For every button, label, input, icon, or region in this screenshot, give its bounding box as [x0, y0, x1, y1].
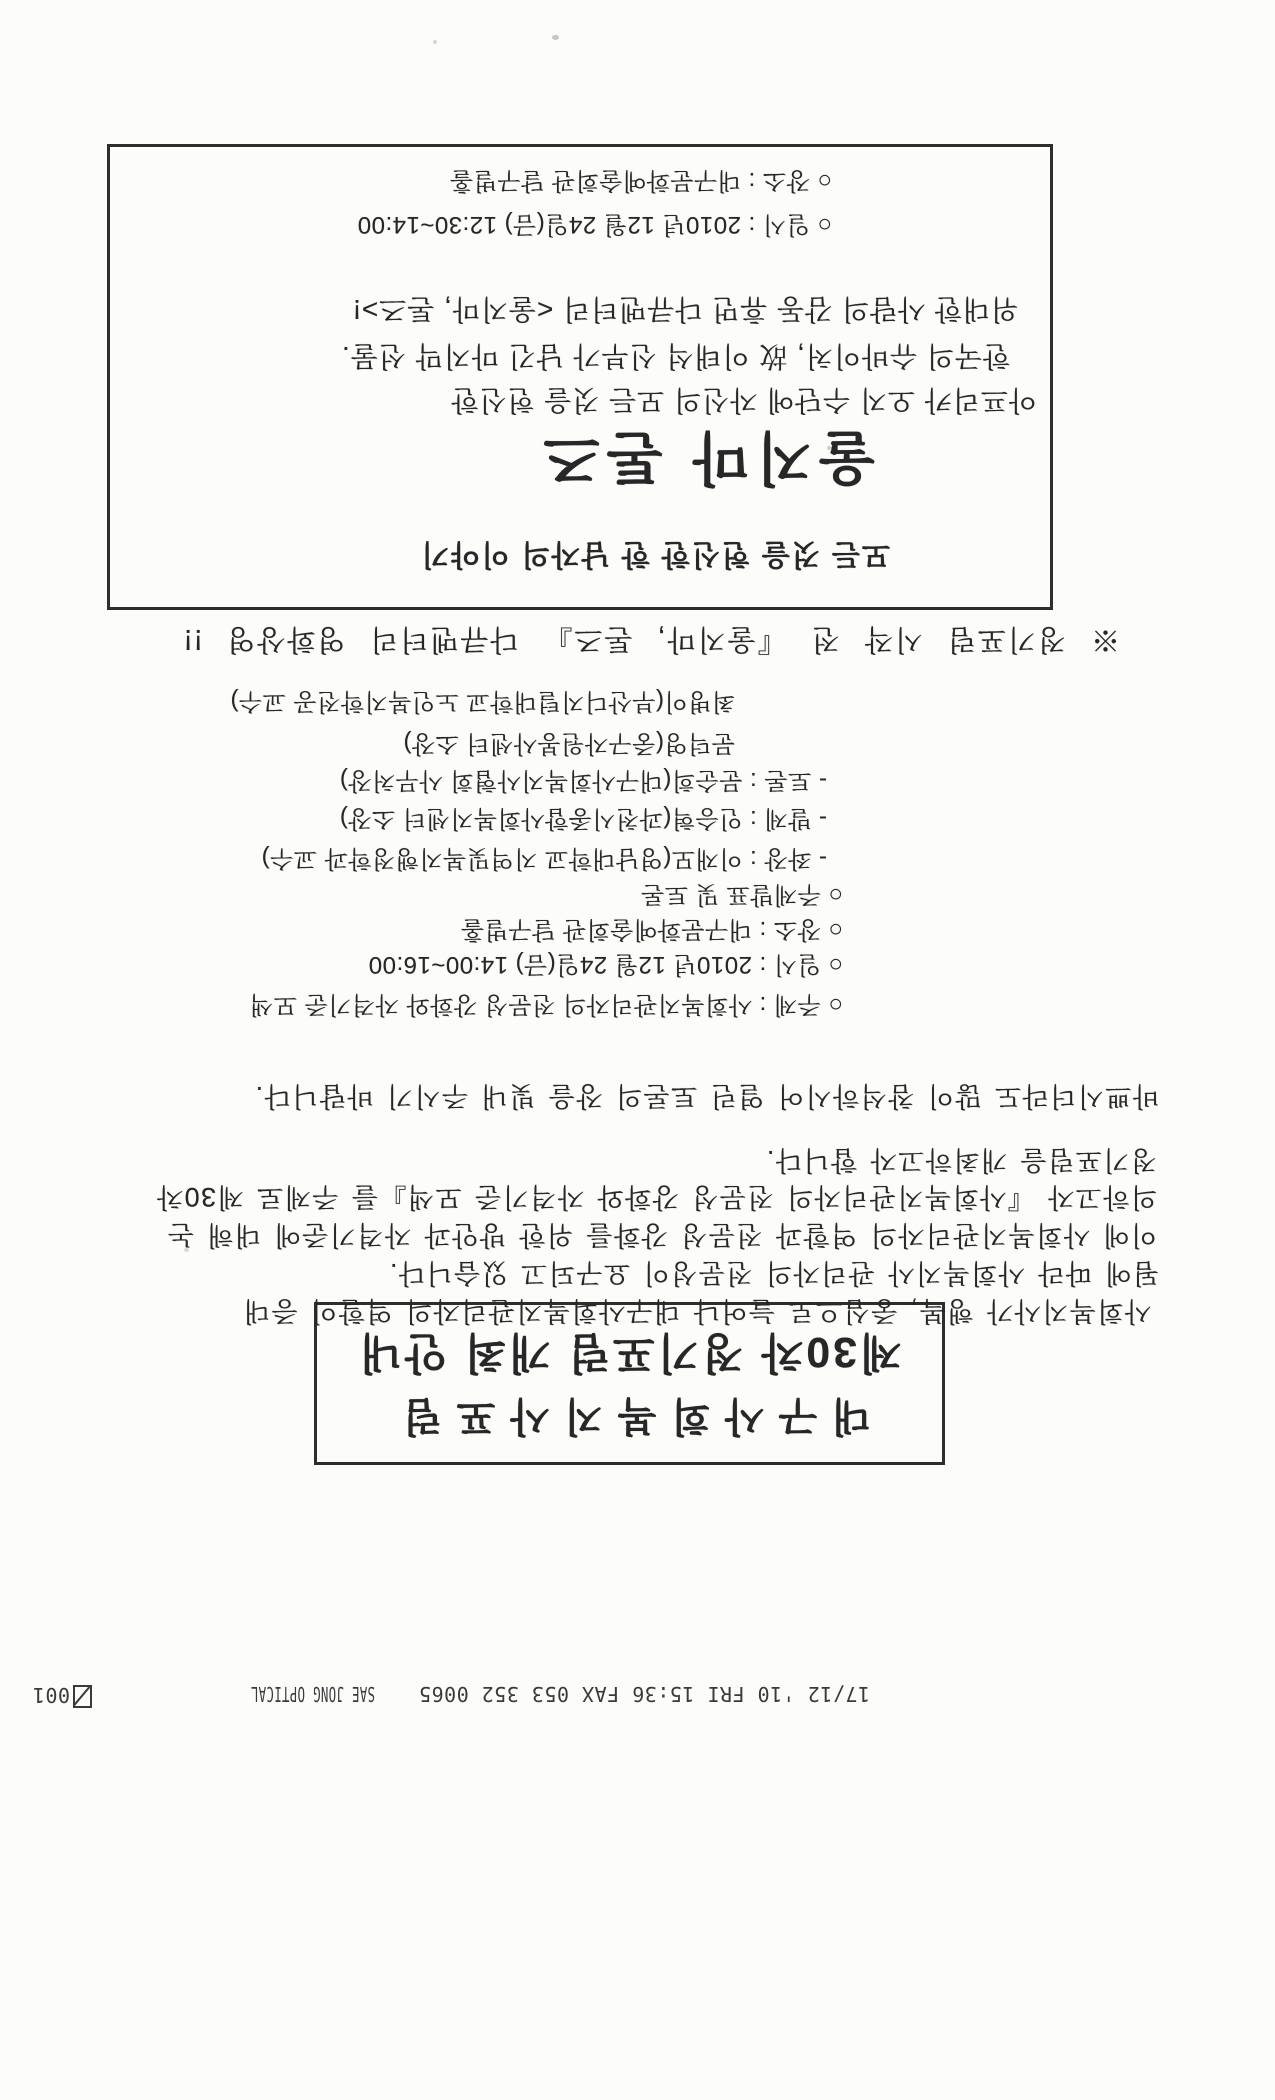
body-line: 정기포럼을 개최하고자 합니다. [765, 1145, 1157, 1175]
forum-topic: ○ 주제 : 사회복지관리자의 전문성 강화와 자격기준 모색 [249, 991, 843, 1018]
forum-discussant: 최병이(부산디지털대학교 노인복지학전공 교수) [230, 688, 735, 715]
body-line: 이에 사회복지관리자의 역할과 전문성 강화를 위한 방안과 자격기준에 대해 논 [166, 1220, 1157, 1250]
body-line: 바쁘시더라도 많이 참석하시어 열린 토론의 장을 빛내 주시기 바랍니다. [254, 1081, 1159, 1111]
forum-venue: ○ 장소 : 대구문화예술회관 달구벌홀 [460, 916, 843, 943]
movie-tagline: 아프리카 오지 수단에 자신의 모든 것을 헌신한 [450, 385, 1036, 416]
forum-presenter: - 발제 : 인승혁(과천시종합사회복지센터 소장) [339, 805, 827, 832]
fax-sender: SAE JONG OPTICAL [250, 1682, 375, 1706]
scan-speck [552, 35, 559, 40]
fax-timestamp: 17/12 '10 FRI 15:36 FAX 053 352 0065 [418, 1682, 870, 1706]
scan-speck [433, 40, 437, 44]
announcement-title: 제30차 정기포럼 개최 안내 [357, 1328, 902, 1376]
forum-name: 대구사회복지사포럼 [388, 1394, 871, 1438]
forum-session: ○ 주제발표 및 토론 [640, 881, 843, 908]
body-line: 사회복지사가 행복, 중심으로 늘어나 대구사회복지관리자의 역할이 증대 [242, 1296, 1151, 1326]
fax-page-icon [73, 1685, 92, 1708]
scan-speck [184, 1248, 189, 1252]
movie-tagline: 한국의 슈바이처, 故 이태석 신부가 남긴 마지막 선물. [341, 341, 1010, 372]
body-line: 됨에 따라 사회복지사 관리자의 전문성이 요구되고 있습니다. [388, 1258, 1159, 1288]
forum-chair: - 좌장 : 이재모(영남대학교 지역및복지행정학과 교수) [261, 845, 827, 872]
movie-datetime: ○ 일시 : 2010년 12월 24일(금) 12:30~14:00 [357, 211, 832, 238]
movie-tagline: 위대한 사람의 감동 휴먼 다큐멘터리 <울지마, 톤즈>! [352, 294, 1018, 325]
forum-discussant: - 토론 : 문순희(대구사회복지사협회 사무처장) [339, 767, 827, 794]
forum-discussant: 문덕영(중구자원봉사센터 소장) [402, 730, 735, 757]
fax-page-number: 001 [32, 1683, 70, 1707]
movie-venue: ○ 장소 : 대구문화예술회관 달구벌홀 [449, 167, 832, 194]
body-line: 의하고자 『사회복지관리자의 전문성 강화와 자격기준 모색』를 주제로 제30차 [155, 1182, 1157, 1212]
fax-page-counter [32, 1683, 92, 1708]
screening-note: ※ 정기포럼 시작 전 『울지마, 톤즈』 다큐멘터리 영화상영 !! [182, 623, 1120, 655]
movie-title: 울지마 톤즈 [536, 425, 875, 490]
forum-datetime: ○ 일시 : 2010년 12월 24일(금) 14:00~16:00 [368, 951, 843, 978]
scan-speck [827, 446, 831, 450]
movie-subtitle: 모든 것을 헌신한 한 남자의 이야기 [419, 538, 890, 570]
movie-box [107, 144, 1053, 610]
